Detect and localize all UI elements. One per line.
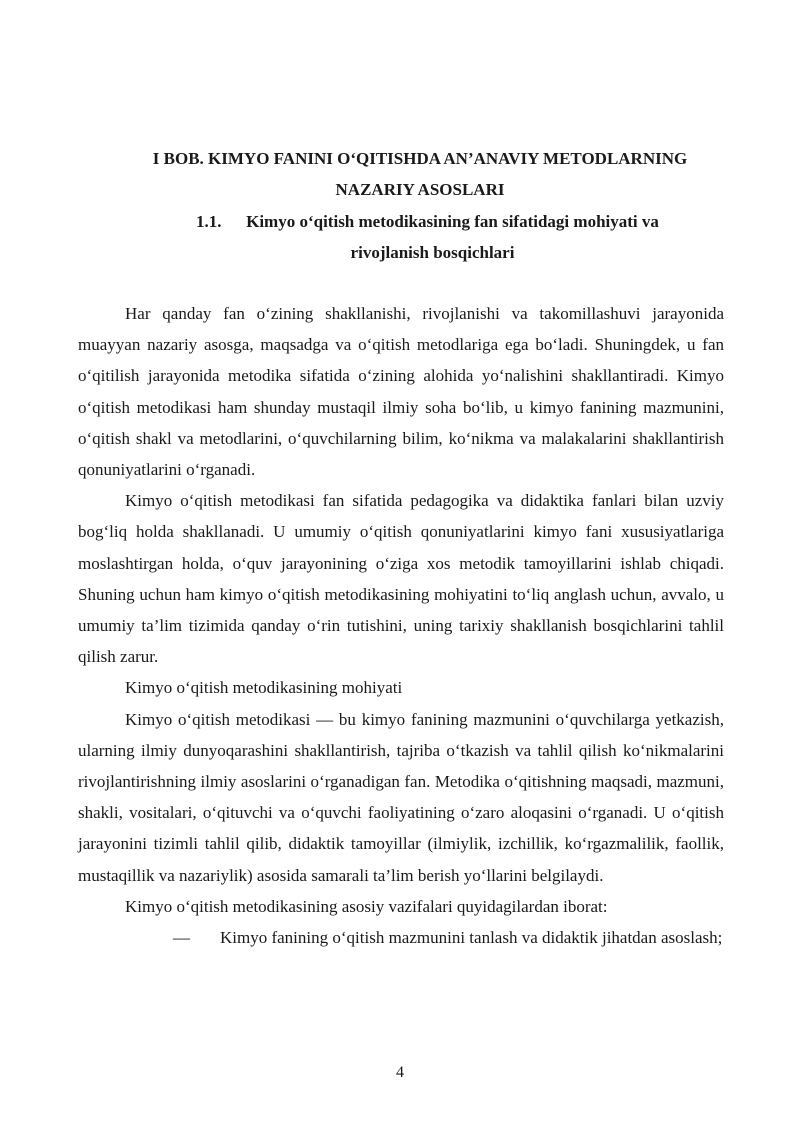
paragraph: Kimyo o‘qitish metodikasining mohiyati	[125, 678, 403, 698]
section-number: 1.1.	[196, 212, 222, 231]
chapter-title	[80, 143, 760, 205]
chapter-title-line1: I BOB. KIMYO FANINI O‘QITISHDA AN’ANAVIY METODLARNING	[152, 149, 688, 168]
list-item	[78, 922, 724, 953]
list-item-text: Kimyo fanining o‘qitish mazmunini tanlash va didaktik jihatdan asoslash;	[220, 928, 723, 948]
paragraph: Har qanday fan o‘zining shakllanishi, rivojlanishi va takomillashuvi jarayonida muayyan nazariy asosga, maqsadga va o‘qitish metodlariga ega bo‘ladi. Shuningdek, u fan o‘qitilish jarayonida metodika sifatida o‘zining alohida yo‘nalishini shakllantiradi. Kimyo o‘qitish metodikasi ham shunday mustaqil ilmiy soha bo‘lib, u kimyo fanining mazmunini, o‘qitish shakl va metodlarini, o‘quvchilarning bilim, ko‘nikma va malakalarini shakllantirish qonuniyatlarini o‘rganadi.	[78, 304, 724, 480]
body-text	[78, 298, 724, 953]
paragraph: Kimyo o‘qitish metodikasi fan sifatida pedagogika va didaktika fanlari bilan uzviy bog‘liq holda shakllanadi. U umumiy o‘qitish qonuniyatlarini kimyo fani xususiyatlariga moslashtirgan holda, o‘quv jarayonining o‘ziga xos metodik tamoyillarini ishlab chiqadi. Shuning uchun ham kimyo o‘qitish metodikasining mohiyatini to‘liq anglash uchun, avvalo, u umumiy ta’lim tizimida qanday o‘rin tutishini, uning tarixiy shakllanish bosqichlarini tahlil qilish zarur.	[78, 491, 724, 667]
paragraph: Kimyo o‘qitish metodikasining asosiy vazifalari quyidagilardan iborat:	[125, 896, 608, 916]
paragraph: Kimyo o‘qitish metodikasi — bu kimyo fanining mazmunini o‘quvchilarga yetkazish, ularning ilmiy dunyoqarashini shakllantirish, tajriba o‘tkazish va tahlil qilish ko‘nikmalarini rivojlantirishning ilmiy asoslarini o‘rganadigan fan. Metodika o‘qitishning maqsadi, mazmuni, shakli, vositalari, o‘qituvchi va o‘quvchi faoliyatining o‘zaro aloqasini o‘rganadi. U o‘qitish jarayonini tizimli tahlil qilib, didaktik tamoyillar (ilmiylik, izchillik, ko‘rgazmalilik, faollik, mustaqillik va nazariylik) asosida samarali ta’lim berish yo‘llarini belgilaydi.	[78, 709, 724, 885]
list-dash: —	[173, 928, 190, 948]
section-title	[160, 206, 705, 268]
section-title-line2: rivojlanish bosqichlari	[350, 243, 515, 262]
section-title-line1: Kimyo o‘qitish metodikasining fan sifatidagi mohiyati va	[246, 212, 659, 231]
chapter-title-line2: NAZARIY ASOSLARI	[335, 180, 505, 199]
page-number: 4	[396, 1064, 404, 1081]
